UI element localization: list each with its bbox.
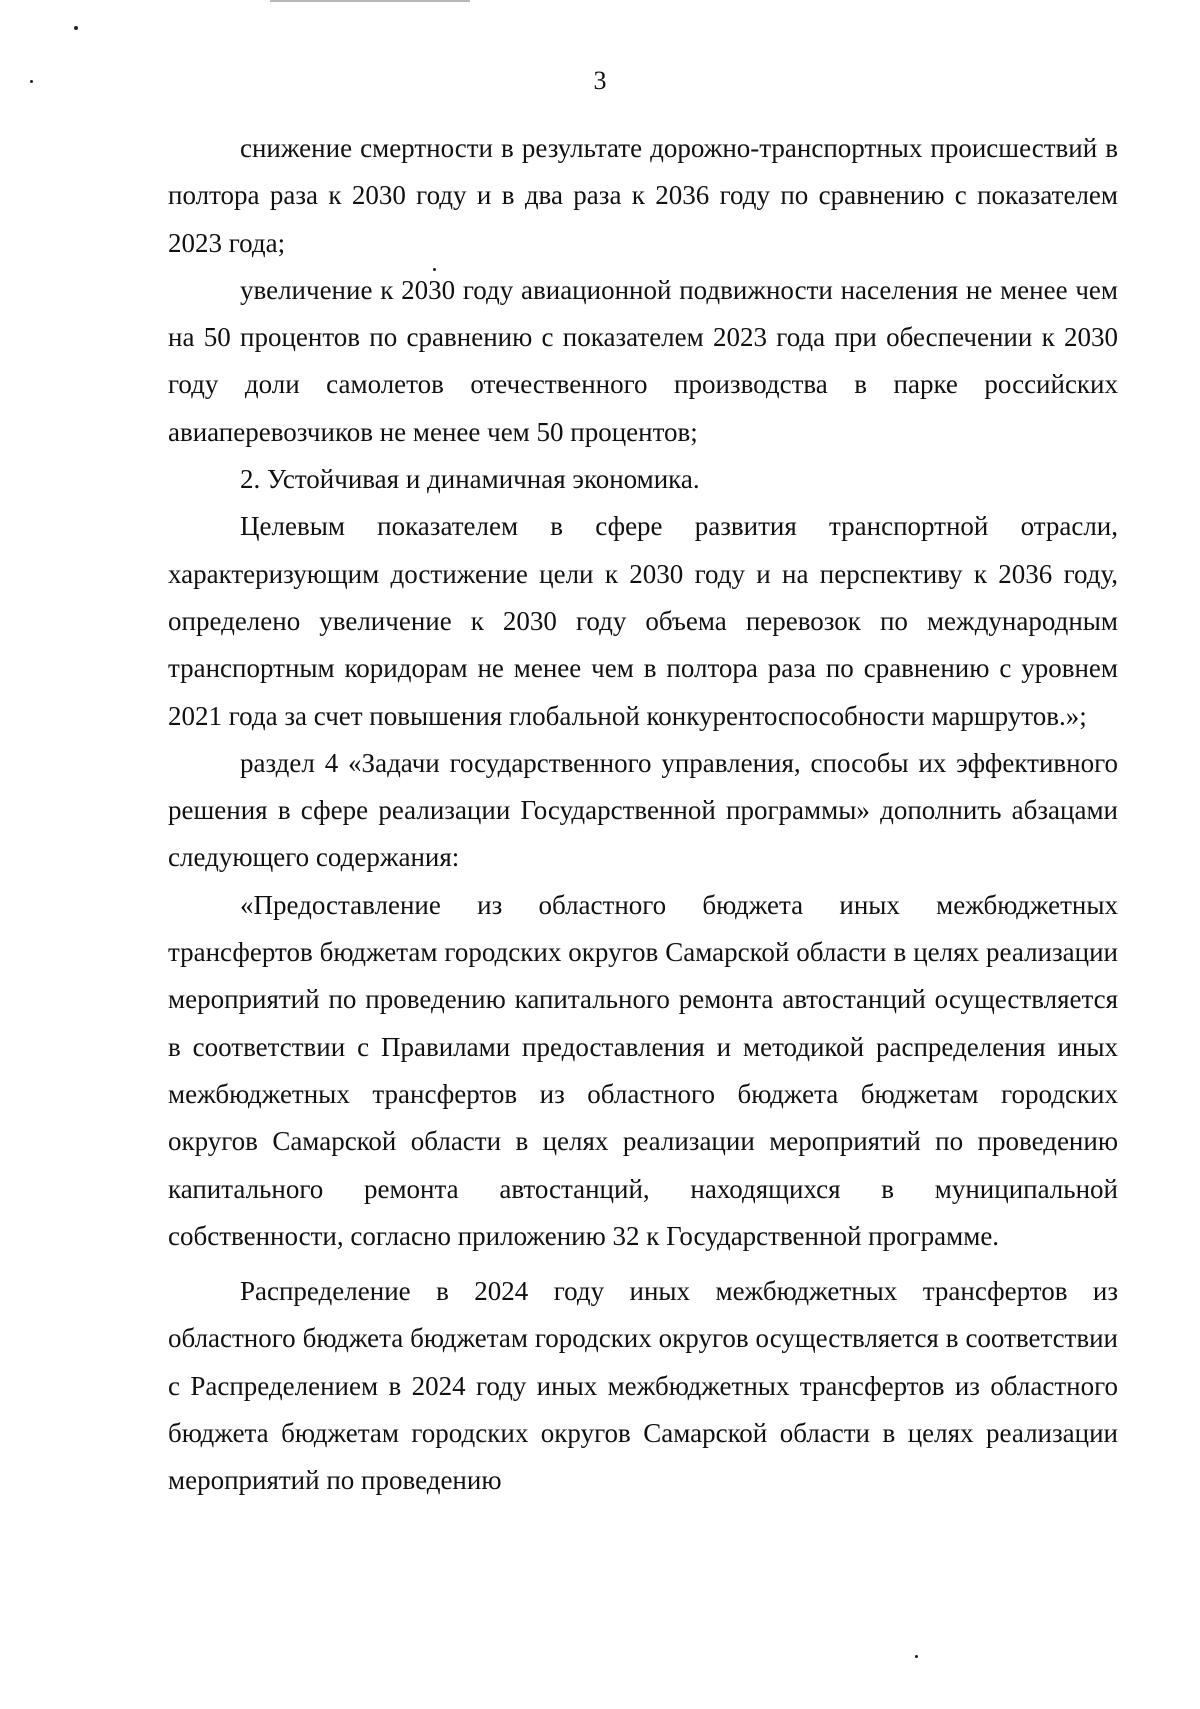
scan-speck (74, 26, 78, 30)
paragraph-mortality-reduction: снижение смертности в результате дорожно-транспортных происшествий в полтора раза к 2030 году и в два раза к 2036 году по сравнению с показателем 2023 года; (168, 133, 1118, 258)
paragraph-transfers-provision: «Предоставление из областного бюджета иных межбюджетных трансфертов бюджетам городских округов Самарской области в целях реализации мероприятий по проведению капитального ремонта автостанций осуществляется в соответствии с Правилами предоставления и методикой распределения иных межбюджетных трансфертов из областного бюджета бюджетам городских округов Самарской области в целях реализации мероприятий по проведению капитального ремонта автостанций, находящихся в муниципальной собственности, согласно приложению 32 к Государственной программе. (168, 889, 1118, 1251)
scan-top-edge-line (270, 0, 470, 2)
page-number: 3 (593, 66, 607, 95)
paragraph-aviation-mobility: увеличение к 2030 году авиационной подвижности населения не менее чем на 50 процентов по сравнению с показателем 2023 года при обеспечении к 2030 году доли самолетов отечественного производства в парке российских авиаперевозчиков не менее чем 50 процентов; (168, 274, 1118, 447)
paragraph-target-indicator: Целевым показателем в сфере развития транспортной отрасли, характеризующим достижение цели к 2030 году и на перспективу к 2036 году, определено увеличение к 2030 году объема перевозок по международным транспортным коридорам не менее чем в полтора раза по сравнению с уровнем 2021 года за счет повышения глобальной конкурентоспособности маршрутов.»; (168, 511, 1118, 731)
scan-speck (915, 1655, 918, 1658)
paragraph-transfers-distribution: Распределение в 2024 году иных межбюджетных трансфертов из областного бюджета бюджетам городских округов осуществляется в соответствии с Распределением в 2024 году иных межбюджетных трансфертов из областного бюджета бюджетам городских округов Самарской области в целях реализации мероприятий по проведению (168, 1276, 1118, 1496)
document-body (168, 125, 1118, 1505)
paragraph-section-4-amendment: раздел 4 «Задачи государственного управления, способы их эффективного решения в сфере реализации Государственной программы» дополнить абзацами следующего содержания: (168, 747, 1118, 873)
paragraph-section-heading: 2. Устойчивая и динамичная экономика. (240, 464, 700, 495)
